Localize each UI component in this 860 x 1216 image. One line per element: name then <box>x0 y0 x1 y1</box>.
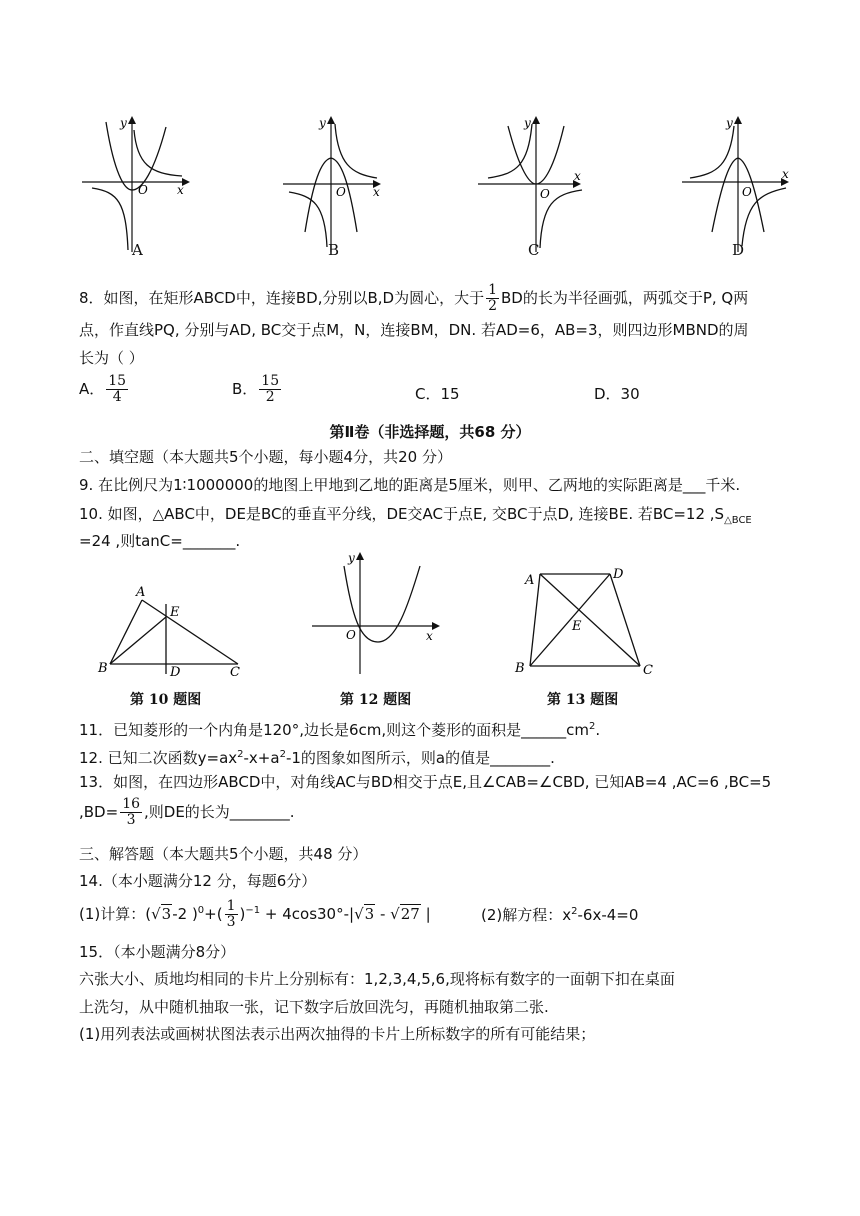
q14-part2 <box>481 904 638 925</box>
q11-text <box>79 716 600 741</box>
figure-10-caption: 第 10 题图 <box>130 692 202 708</box>
y-axis-label: y <box>726 116 733 130</box>
point-b-label: B <box>515 661 525 676</box>
bd-fraction <box>120 797 142 828</box>
figure-12-parabola <box>308 546 448 686</box>
q13-line1: 13．如图，在四边形ABCD中，对角线AC与BD相交于点E,且∠CAB=∠CBD, 已知AB=4 ,AC=6 ,BC=5 <box>79 773 772 791</box>
figure-10-triangle <box>90 580 250 680</box>
q10-text: 10. 如图，△ABC中，DE是BC的垂直平分线，DE交AC于点E, 交BC于点D, 连接BE. 若BC=12 ,S <box>79 505 725 523</box>
option-b-fraction <box>259 374 281 405</box>
x-axis-label: x <box>782 167 789 181</box>
fraction-numerator: 15 <box>261 373 280 389</box>
q14-p1-text-d: ) <box>239 905 246 923</box>
q14-p2-text-b: -6x-4=0 <box>577 906 639 924</box>
option-a-fraction <box>106 374 128 405</box>
point-a-label: A <box>136 585 146 600</box>
origin-label: O <box>138 183 148 197</box>
q10-line1 <box>79 503 752 532</box>
negative-exponent: −1 <box>245 905 261 916</box>
figure-12-caption: 第 12 题图 <box>340 692 412 708</box>
q12-superscript-1: 2 <box>237 749 244 760</box>
point-c-label: C <box>230 665 240 680</box>
origin-label: O <box>346 628 356 642</box>
point-b-label: B <box>98 661 108 676</box>
point-a-label: A <box>525 573 535 588</box>
part-2-heading: 二、填空题（本大题共5个小题，每小题4分，共20 分） <box>79 448 452 466</box>
q13-text-a: ,BD= <box>79 803 119 821</box>
figure-13-quadrilateral <box>505 560 665 680</box>
x-axis-label: x <box>177 183 184 197</box>
q8-line1 <box>79 283 748 314</box>
option-b-label: B <box>328 241 340 259</box>
sqrt-27-expression: √27 <box>390 905 420 923</box>
fraction-denominator: 4 <box>112 389 122 405</box>
q13-text-b: ,则DE的长为________. <box>144 803 295 821</box>
q14-p1-text-a: (1)计算：( <box>79 905 152 923</box>
q8-option-a <box>79 374 130 405</box>
q12-text <box>79 744 555 769</box>
fraction-numerator: 1 <box>488 282 497 298</box>
part-3-heading: 三、解答题（本大题共5个小题，共48 分） <box>79 845 368 863</box>
fraction-denominator: 2 <box>265 389 275 405</box>
origin-label: O <box>540 187 550 201</box>
option-a-label: A <box>132 241 143 259</box>
q9-text: 9. 在比例尺为1∶1000000的地图上甲地到乙地的距离是5厘米，则甲、乙两地的实际距离是___千米. <box>79 476 741 494</box>
x-axis-label: x <box>574 169 581 183</box>
radicand: 3 <box>364 905 375 923</box>
option-d-label: D <box>732 241 745 259</box>
q8-text-a: 8．如图，在矩形ABCD中，连接BD,分别以B,D为圆心，大于 <box>79 289 485 307</box>
fraction-denominator: 2 <box>488 298 497 314</box>
q8-line2: 点，作直线PQ, 分别与AD, BC交于点M，N，连接BM，DN. 若AD=6，AB=3，则四边形MBND的周 <box>79 321 749 339</box>
q14-p1-text-e: + 4cos30°-| <box>260 905 355 923</box>
origin-label: O <box>742 185 752 199</box>
q12-part-a: 12. 已知二次函数y=ax <box>79 749 238 767</box>
radicand: 27 <box>400 905 420 923</box>
y-axis-label: y <box>348 551 355 565</box>
point-c-label: C <box>643 663 653 678</box>
q8-half-fraction <box>486 283 499 314</box>
point-d-label: D <box>613 567 624 582</box>
q8-text-b: BD的长为半径画弧，两弧交于P, Q两 <box>501 289 749 307</box>
sqrt-3-expression: √3 <box>354 905 375 923</box>
graph-option-b <box>283 112 403 262</box>
q8-option-b <box>232 374 283 405</box>
figure-13-caption: 第 13 题图 <box>547 692 619 708</box>
graph-option-a <box>82 112 202 262</box>
fraction-numerator: 1 <box>226 898 236 914</box>
q14-p1-text-f: - <box>375 905 391 923</box>
q12-superscript-2: 2 <box>279 749 286 760</box>
graph-option-d <box>682 112 802 262</box>
q11-superscript: 2 <box>589 721 596 732</box>
q14-p1-text-c: +( <box>204 905 223 923</box>
fraction-numerator: 15 <box>108 373 127 389</box>
y-axis-label: y <box>524 116 531 130</box>
option-c-label: C <box>528 241 540 259</box>
q15-line1: 六张大小、质地均相同的卡片上分别标有：1,2,3,4,5,6,现将标有数字的一面朝下扣在桌面 <box>79 970 675 988</box>
x-axis-label: x <box>426 629 433 643</box>
graph-option-c <box>478 112 598 262</box>
q14-p1-text-g: | <box>420 905 431 923</box>
option-label: A． <box>79 380 105 398</box>
point-e-label: E <box>572 619 582 634</box>
q10-subscript: △BCE <box>724 515 752 526</box>
option-label: B． <box>232 380 258 398</box>
fraction-denominator: 3 <box>226 914 236 930</box>
x-axis-label: x <box>373 185 380 199</box>
one-third-fraction <box>225 899 238 930</box>
point-d-label: D <box>170 665 181 680</box>
fraction-denominator: 3 <box>126 812 136 828</box>
q15-line3: (1)用列表法或画树状图法表示出两次抽得的卡片上所标数字的所有可能结果； <box>79 1025 596 1043</box>
q10-line2: =24 ,则tanC=_______. <box>79 532 241 550</box>
section-2-title: 第Ⅱ卷（非选择题，共68 分） <box>329 423 531 441</box>
q8-option-c: C．15 <box>415 385 460 403</box>
q12-part-c: -1的图象如图所示，则a的值是________. <box>285 749 555 767</box>
q12-part-b: -x+a <box>243 749 280 767</box>
q11-body: 11．已知菱形的一个内角是120°,边长是6cm,则这个菱形的面积是______cm <box>79 721 590 739</box>
q15-heading: 15．（本小题满分8分） <box>79 943 236 961</box>
sqrt-3-expression: √3 <box>151 905 172 923</box>
q14-p1-text-b: -2 ) <box>172 905 198 923</box>
q15-line2: 上洗匀，从中随机抽取一张，记下数字后放回洗匀，再随机抽取第二张. <box>79 998 549 1016</box>
q14-p2-superscript: 2 <box>571 906 578 917</box>
point-e-label: E <box>170 605 180 620</box>
radicand: 3 <box>161 905 172 923</box>
q14-heading: 14.（本小题满分12 分，每题6分） <box>79 872 317 890</box>
y-axis-label: y <box>319 116 326 130</box>
q11-end: . <box>595 721 601 739</box>
y-axis-label: y <box>120 116 127 130</box>
zero-exponent: 0 <box>197 905 205 916</box>
fraction-numerator: 16 <box>122 796 141 812</box>
q13-line2 <box>79 797 295 828</box>
q14-p2-text-a: (2)解方程：x <box>481 906 572 924</box>
origin-label: O <box>336 185 346 199</box>
q8-line3: 长为（ ） <box>79 349 144 367</box>
q14-part1 <box>79 899 431 930</box>
q8-option-d: D．30 <box>594 385 640 403</box>
